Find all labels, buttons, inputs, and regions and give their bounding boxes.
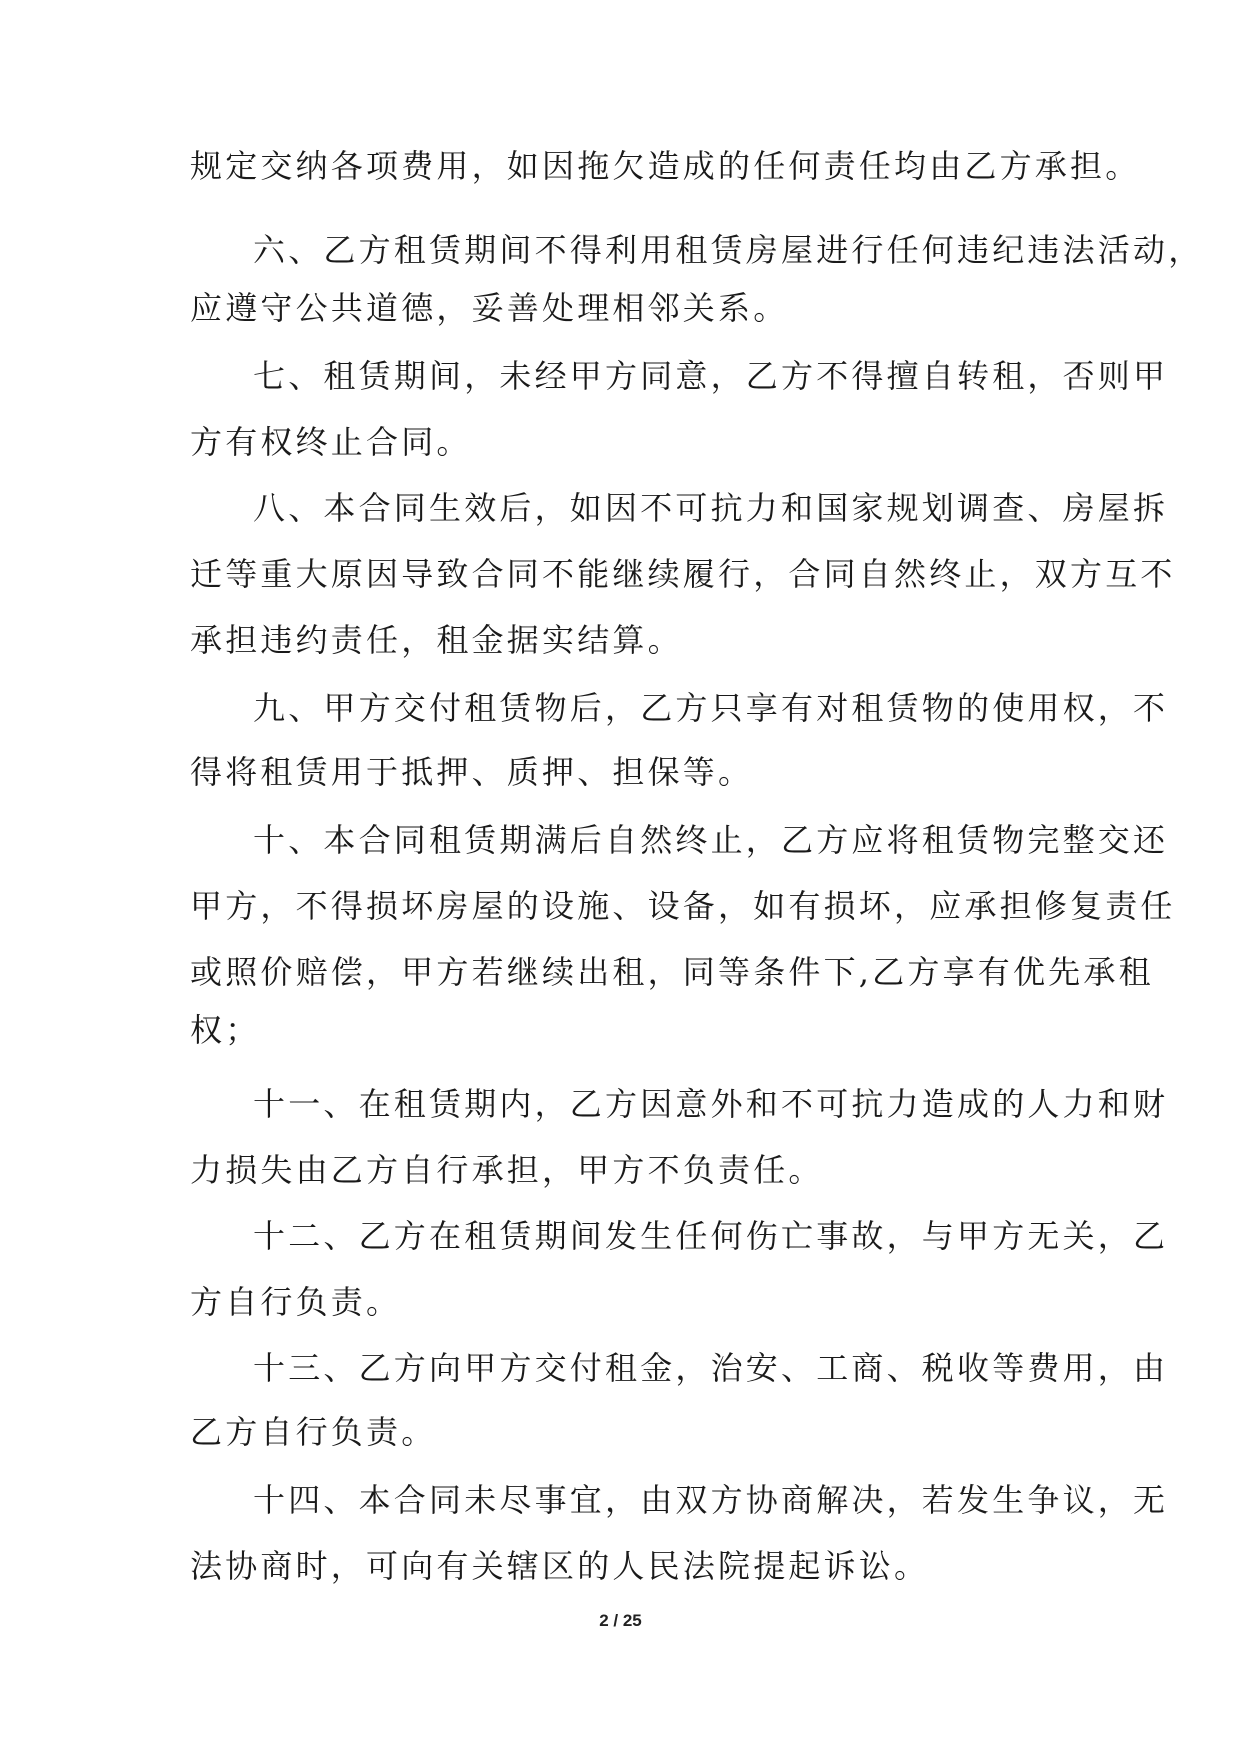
body-line-19: 十三、乙方向甲方交付租金，治安、工商、税收等费用，由 <box>253 1349 1169 1387</box>
body-line-21: 十四、本合同未尽事宜，由双方协商解决，若发生争议，无 <box>253 1481 1169 1519</box>
body-line-10: 得将租赁用于抵押、质押、担保等。 <box>190 753 754 791</box>
body-line-16: 力损失由乙方自行承担，甲方不负责任。 <box>190 1151 824 1189</box>
body-line-12: 甲方，不得损坏房屋的设施、设备，如有损坏，应承担修复责任 <box>190 887 1176 925</box>
body-line-18: 方自行负责。 <box>190 1283 402 1321</box>
body-line-11: 十、本合同租赁期满后自然终止，乙方应将租赁物完整交还 <box>253 821 1169 859</box>
body-line-4: 七、租赁期间，未经甲方同意，乙方不得擅自转租，否则甲 <box>253 357 1169 395</box>
body-line-3: 应遵守公共道德，妥善处理相邻关系。 <box>190 289 789 327</box>
body-line-8: 承担违约责任，租金据实结算。 <box>190 621 683 659</box>
body-line-1: 规定交纳各项费用，如因拖欠造成的任何责任均由乙方承担。 <box>190 147 1141 185</box>
body-line-22: 法协商时，可向有关辖区的人民法院提起诉讼。 <box>190 1547 930 1585</box>
body-line-6: 八、本合同生效后，如因不可抗力和国家规划调查、房屋拆 <box>253 489 1169 527</box>
body-line-15: 十一、在租赁期内，乙方因意外和不可抗力造成的人力和财 <box>253 1085 1169 1123</box>
page-number: 2 / 25 <box>599 1611 642 1630</box>
body-line-9: 九、甲方交付租赁物后，乙方只享有对租赁物的使用权，不 <box>253 689 1169 727</box>
body-line-2: 六、乙方租赁期间不得利用租赁房屋进行任何违纪违法活动， <box>253 231 1204 269</box>
body-line-7: 迁等重大原因导致合同不能继续履行，合同自然终止，双方互不 <box>190 555 1176 593</box>
body-line-5: 方有权终止合同。 <box>190 423 472 461</box>
body-line-14: 权； <box>190 1011 261 1049</box>
body-line-13: 或照价赔偿，甲方若继续出租，同等条件下,乙方享有优先承租 <box>190 953 1154 991</box>
body-line-17: 十二、乙方在租赁期间发生任何伤亡事故，与甲方无关，乙 <box>253 1217 1169 1255</box>
body-line-20: 乙方自行负责。 <box>190 1413 437 1451</box>
